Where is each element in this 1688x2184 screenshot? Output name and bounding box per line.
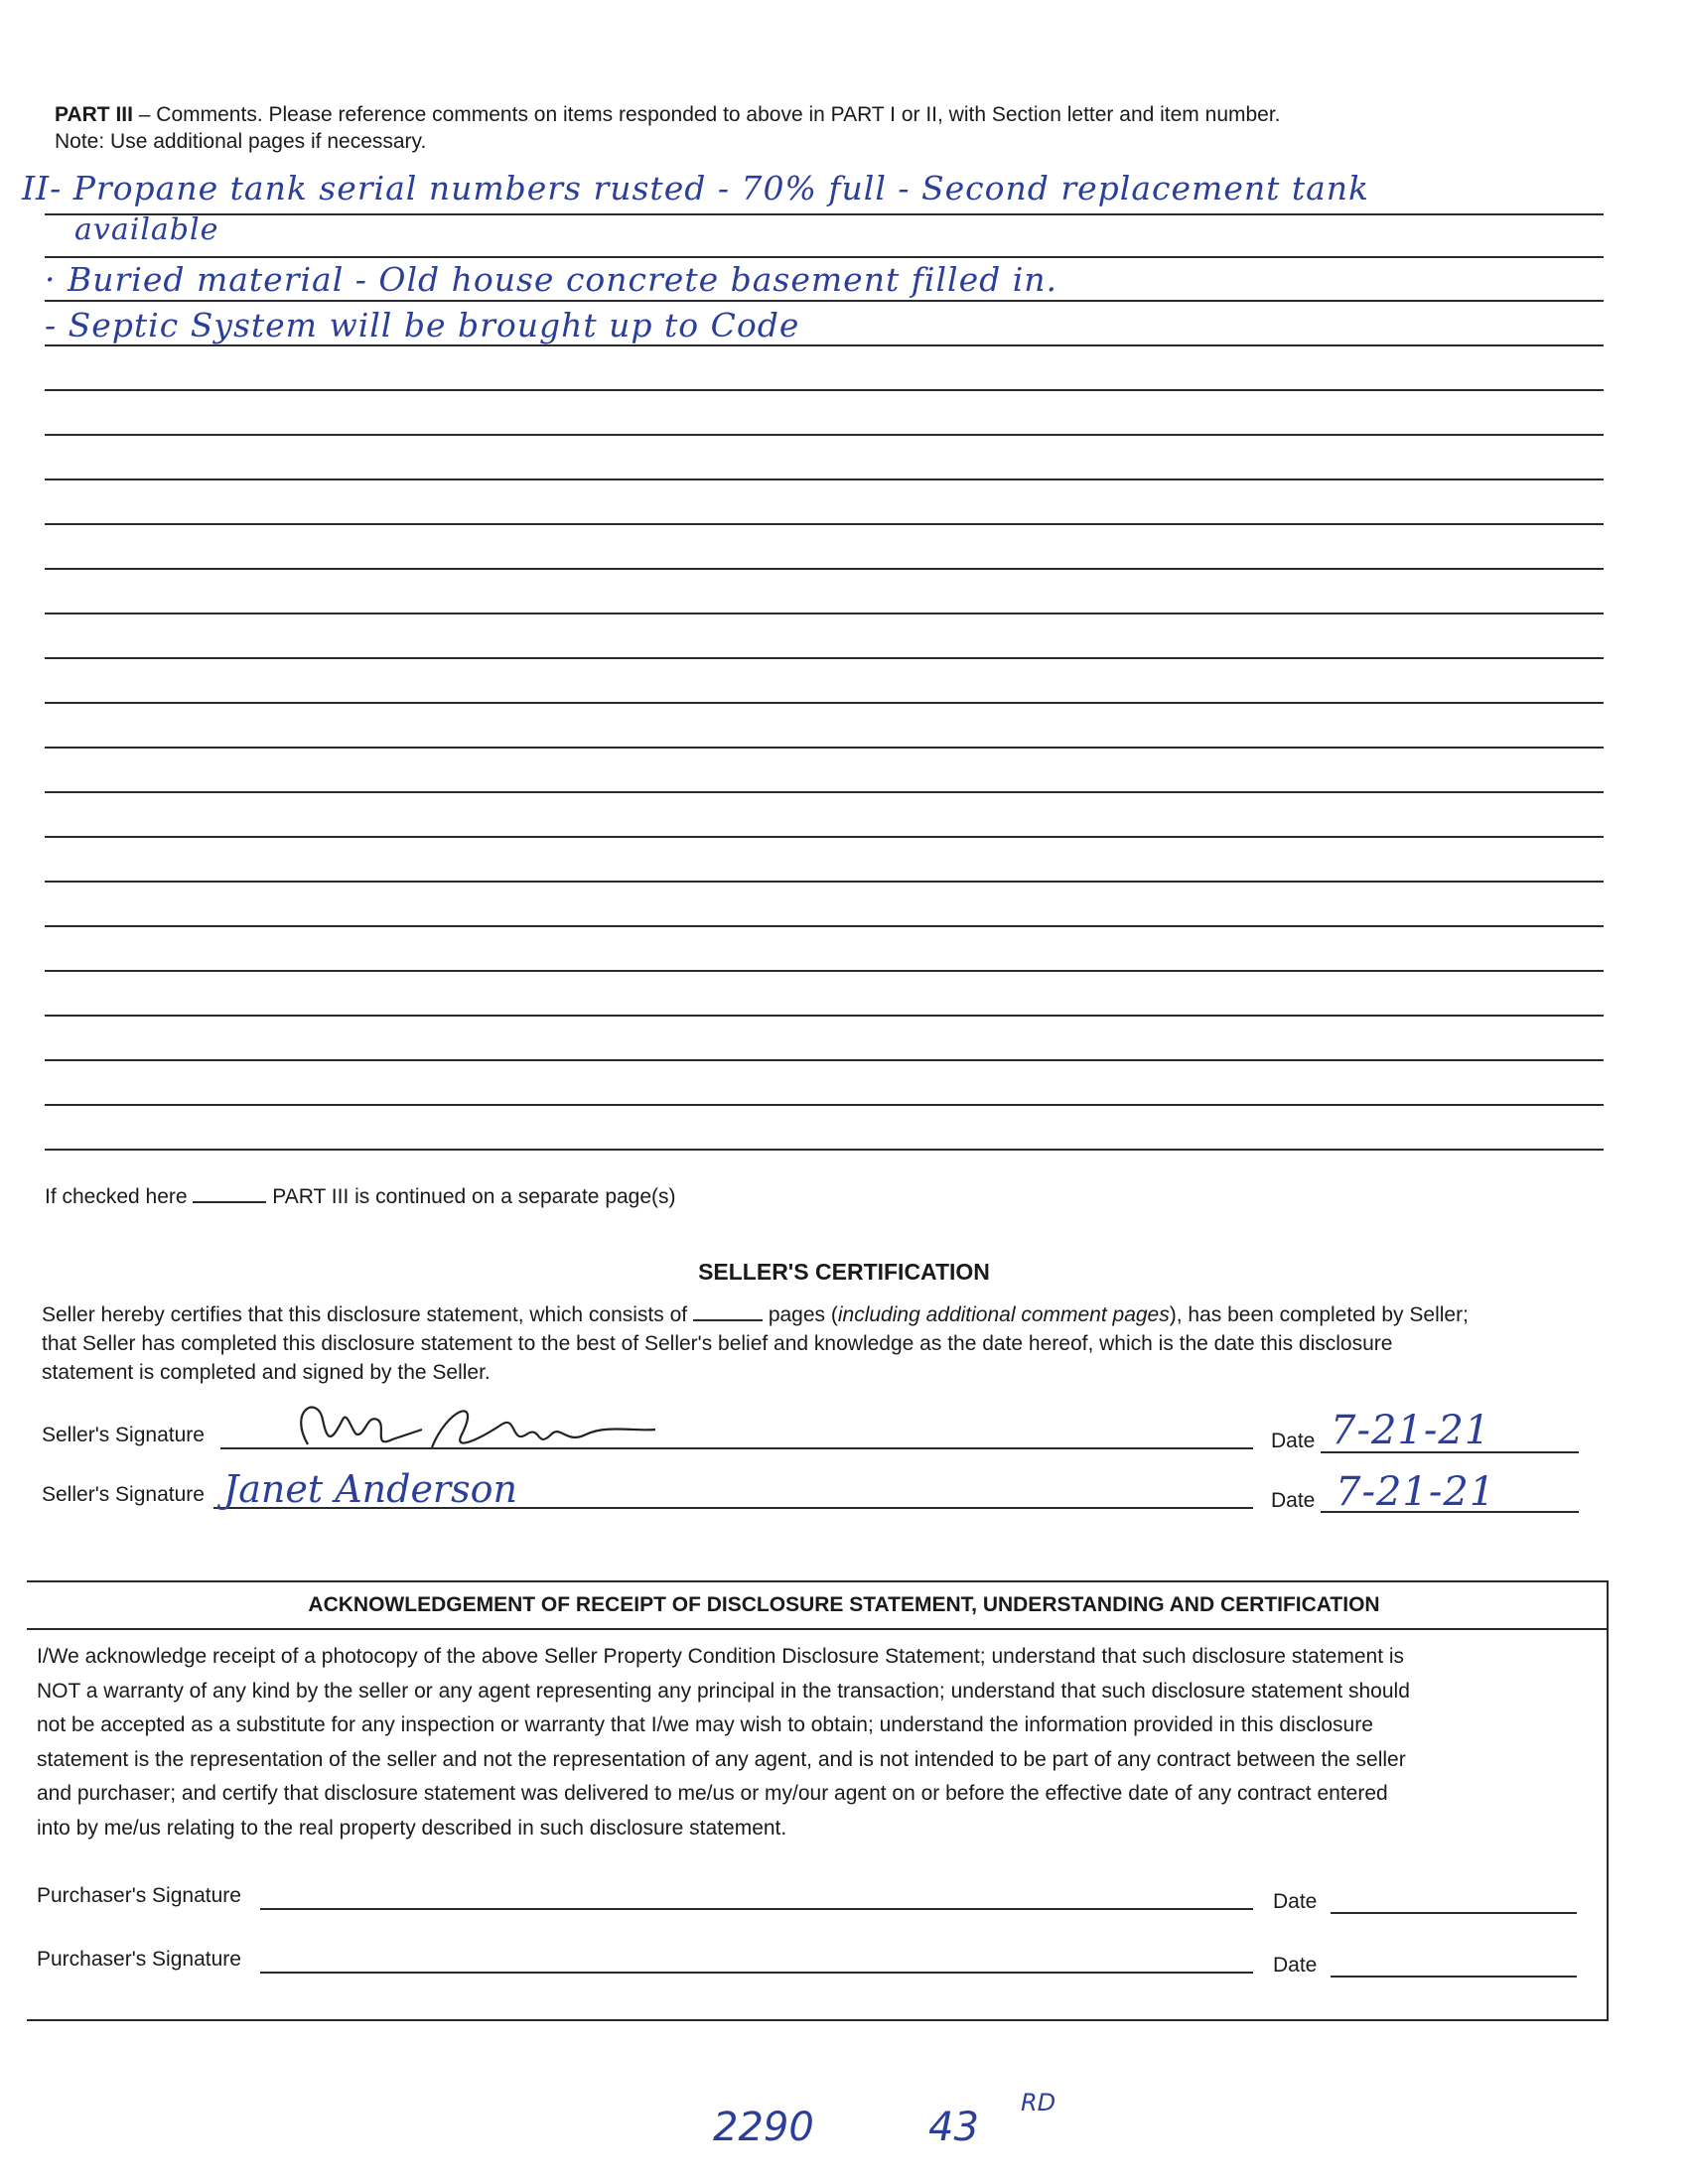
ruled-line bbox=[45, 1104, 1604, 1106]
ruled-line bbox=[45, 568, 1604, 570]
cert-line1-italic: including additional comment pages bbox=[837, 1303, 1170, 1326]
ruled-line bbox=[45, 791, 1604, 793]
ruled-line bbox=[45, 702, 1604, 704]
part3-intro: – Comments. Please reference comments on items responded to above in PART I or II, with Section letter and item number. bbox=[132, 103, 1281, 126]
seller-certification-title: SELLER'S CERTIFICATION bbox=[698, 1259, 990, 1285]
seller-signature-1-scribble bbox=[248, 1390, 665, 1459]
part3-title: PART III bbox=[55, 103, 133, 126]
acknowledgement-text bbox=[37, 1640, 1601, 1845]
ack-line: not be accepted as a substitute for any inspection or warranty that I/we may wish to obtain; understand the information provided in this disclosure bbox=[37, 1713, 1373, 1736]
page-count-blank[interactable] bbox=[693, 1319, 763, 1321]
continued-line bbox=[45, 1185, 676, 1209]
ruled-line bbox=[45, 523, 1604, 525]
seller-signature-label-1: Seller's Signature bbox=[42, 1424, 205, 1446]
seller-signature-2: Janet Anderson bbox=[223, 1467, 517, 1511]
purchaser-date-line-2[interactable] bbox=[1331, 1976, 1577, 1978]
purchaser-signature-line-1[interactable] bbox=[260, 1908, 1253, 1910]
part3-note: Note: Use additional pages if necessary. bbox=[55, 130, 427, 153]
purchaser-signature-label-1: Purchaser's Signature bbox=[37, 1884, 241, 1907]
ruled-line bbox=[45, 256, 1604, 258]
purchaser-date-label-2: Date bbox=[1273, 1954, 1318, 1977]
purchaser-date-label-1: Date bbox=[1273, 1890, 1318, 1913]
acknowledgement-title: ACKNOWLEDGEMENT OF RECEIPT OF DISCLOSURE STATEMENT, UNDERSTANDING AND CERTIFICATION bbox=[308, 1593, 1380, 1616]
continued-checkbox-blank[interactable] bbox=[193, 1201, 266, 1203]
ruled-line bbox=[45, 836, 1604, 838]
handwritten-comment-4: - Septic System will be brought up to Code bbox=[45, 306, 800, 344]
cert-line2: that Seller has completed this disclosure statement to the best of Seller's belief and knowledge as the date hereof, which is the date this disclosure bbox=[42, 1332, 1393, 1355]
seller-date-label-2: Date bbox=[1271, 1489, 1316, 1512]
handwritten-road-number: 43 bbox=[928, 2105, 979, 2150]
acknowledgement-header-rule bbox=[27, 1628, 1609, 1630]
ruled-line bbox=[45, 300, 1604, 302]
ack-line: I/We acknowledge receipt of a photocopy of the above Seller Property Condition Disclosure Statement; understand that such disclosure statement is bbox=[37, 1645, 1405, 1668]
continued-suffix: PART III is continued on a separate page(s) bbox=[272, 1185, 676, 1208]
ruled-line bbox=[45, 747, 1604, 749]
ruled-line bbox=[45, 881, 1604, 883]
ack-line: and purchaser; and certify that disclosure statement was delivered to me/us or my/our agent on or before the effective date of any contract entered bbox=[37, 1782, 1388, 1805]
ruled-line bbox=[45, 389, 1604, 391]
cert-line1c: ), has been completed by Seller; bbox=[1169, 1303, 1469, 1326]
ruled-line bbox=[45, 657, 1604, 659]
seller-date-1: 7-21-21 bbox=[1331, 1408, 1491, 1453]
purchaser-date-line-1[interactable] bbox=[1331, 1912, 1577, 1914]
ruled-line bbox=[45, 925, 1604, 927]
ack-line: into by me/us relating to the real property described in such disclosure statement. bbox=[37, 1816, 787, 1840]
ruled-line bbox=[45, 1059, 1604, 1061]
purchaser-signature-line-2[interactable] bbox=[260, 1972, 1253, 1974]
handwritten-comment-3: · Buried material - Old house concrete basement filled in. bbox=[45, 260, 1058, 299]
handwritten-road-suffix: RD bbox=[1021, 2089, 1056, 2116]
cert-line1a: Seller hereby certifies that this disclosure statement, which consists of bbox=[42, 1303, 688, 1326]
ruled-line bbox=[45, 434, 1604, 436]
cert-line3: statement is completed and signed by the Seller. bbox=[42, 1361, 491, 1384]
handwritten-house-number: 2290 bbox=[713, 2105, 814, 2150]
seller-date-label-1: Date bbox=[1271, 1430, 1316, 1452]
purchaser-signature-label-2: Purchaser's Signature bbox=[37, 1948, 241, 1971]
seller-date-2: 7-21-21 bbox=[1336, 1469, 1496, 1515]
part3-header bbox=[55, 101, 1281, 155]
ruled-line bbox=[45, 478, 1604, 480]
ruled-line bbox=[45, 213, 1604, 215]
ack-line: statement is the representation of the seller and not the representation of any agent, and is not intended to be part of any contract between the seller bbox=[37, 1747, 1406, 1771]
ruled-line bbox=[45, 970, 1604, 972]
handwritten-comment-1: II- Propane tank serial numbers rusted - 70% full - Second replacement tank bbox=[22, 169, 1370, 207]
ruled-line bbox=[45, 1149, 1604, 1151]
cert-line1b: pages ( bbox=[768, 1303, 838, 1326]
seller-signature-label-2: Seller's Signature bbox=[42, 1483, 205, 1506]
seller-certification-text bbox=[42, 1300, 1620, 1387]
ack-line: NOT a warranty of any kind by the seller or any agent representing any principal in the transaction; understand that such disclosure statement should bbox=[37, 1679, 1410, 1703]
ruled-line bbox=[45, 613, 1604, 614]
ruled-line bbox=[45, 1015, 1604, 1017]
ruled-line bbox=[45, 344, 1604, 346]
continued-prefix: If checked here bbox=[45, 1185, 188, 1208]
handwritten-comment-2: available bbox=[74, 212, 219, 247]
